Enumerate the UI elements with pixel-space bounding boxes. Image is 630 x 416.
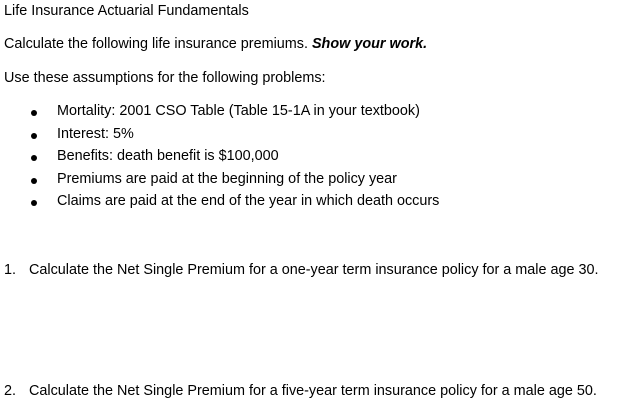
assumption-text: Claims are paid at the end of the year in which death occurs xyxy=(57,193,440,209)
list-item xyxy=(0,148,439,171)
question-number: 2. xyxy=(4,383,17,399)
assumptions-list xyxy=(0,103,439,216)
bullet-icon xyxy=(31,155,37,161)
bullet-icon xyxy=(31,200,37,206)
bullet-icon xyxy=(31,178,37,184)
list-item xyxy=(0,103,439,126)
instruction-line xyxy=(4,36,427,53)
assumption-text: Premiums are paid at the beginning of the policy year xyxy=(57,170,397,187)
bullet-icon xyxy=(31,133,37,139)
question-number: 1. xyxy=(4,262,17,278)
document-title: Life Insurance Actuarial Fundamentals xyxy=(4,3,249,19)
assumption-text: Benefits: death benefit is $100,000 xyxy=(57,148,279,164)
question-text: Calculate the Net Single Premium for a five-year term insurance policy for a male age 50. xyxy=(29,383,597,399)
list-item xyxy=(0,193,439,216)
instruction-emphasis: Show your work. xyxy=(311,36,428,52)
bullet-icon xyxy=(31,110,37,116)
list-item xyxy=(0,126,439,149)
instruction-text: Calculate the following life insurance premiums. xyxy=(4,36,312,52)
assumptions-intro: Use these assumptions for the following problems: xyxy=(4,70,326,86)
question-1 xyxy=(4,262,599,279)
assumption-text: Interest: 5% xyxy=(57,125,134,142)
assumption-text: Mortality: 2001 CSO Table (Table 15-1A in your textbook) xyxy=(57,103,420,119)
list-item xyxy=(0,171,439,194)
question-text: Calculate the Net Single Premium for a one-year term insurance policy for a male age 30. xyxy=(29,262,599,278)
question-2 xyxy=(4,383,597,400)
